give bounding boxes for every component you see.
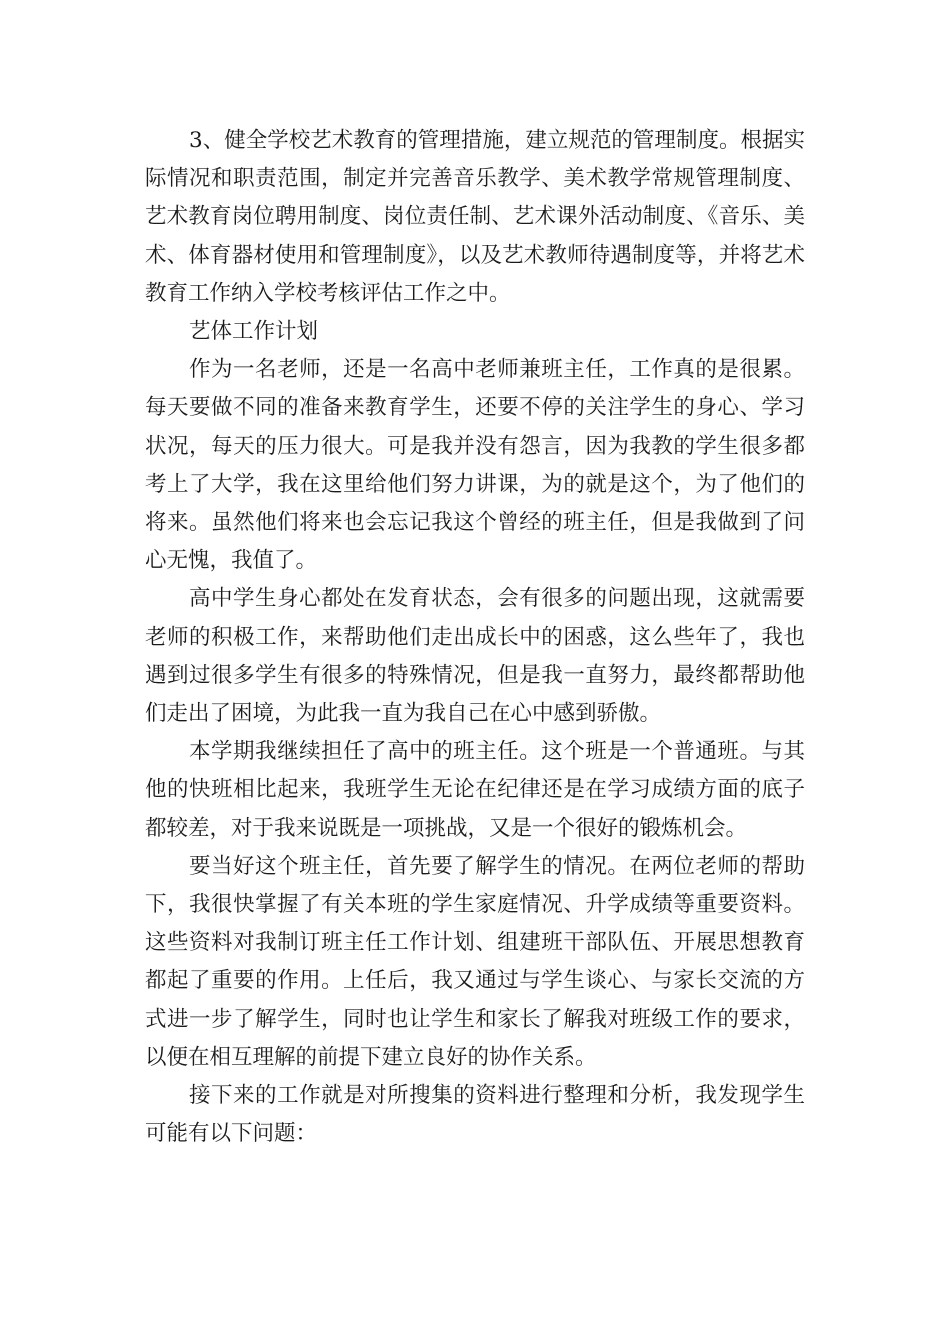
paragraph-teacher-intro: 作为一名老师，还是一名高中老师兼班主任，工作真的是很累。每天要做不同的准备来教育学生，还要不停的关注学生的身心、学习状况，每天的压力很大。可是我并没有怨言，因为我教的学生很多都考上了大学，我在这里给他们努力讲课，为的就是这个，为了他们的将来。虽然他们将来也会忘记我这个曾经的班主任，但是我做到了问心无愧，我值了。 — [145, 357, 805, 574]
paragraph-next-steps: 接下来的工作就是对所搜集的资料进行整理和分析，我发现学生可能有以下问题： — [145, 1083, 805, 1147]
document-page — [145, 122, 805, 1153]
paragraph-class-overview: 本学期我继续担任了高中的班主任。这个班是一个普通班。与其他的快班相比起来，我班学生无论在纪律还是在学习成绩方面的底子都较差，对于我来说既是一项挑战，又是一个很好的锻炼机会。 — [145, 739, 805, 841]
paragraph-understanding-students: 要当好这个班主任，首先要了解学生的情况。在两位老师的帮助下，我很快掌握了有关本班的学生家庭情况、升学成绩等重要资料。这些资料对我制订班主任工作计划、组建班干部队伍、开展思想教育都起了重要的作用。上任后，我又通过与学生谈心、与家长交流的方式进一步了解学生，同时也让学生和家长了解我对班级工作的要求，以便在相互理解的前提下建立良好的协作关系。 — [145, 853, 805, 1070]
paragraph-management-measures: 3、健全学校艺术教育的管理措施，建立规范的管理制度。根据实际情况和职责范围，制定并完善音乐教学、美术教学常规管理制度、艺术教育岗位聘用制度、岗位责任制、艺术课外活动制度、《音乐、美术、体育器材使用和管理制度》，以及艺术教师待遇制度等，并将艺术教育工作纳入学校考核评估工作之中。 — [145, 128, 805, 306]
section-heading: 艺体工作计划 — [189, 319, 319, 345]
paragraph-student-development: 高中学生身心都处在发育状态，会有很多的问题出现，这就需要老师的积极工作，来帮助他们走出成长中的困惑，这么些年了，我也遇到过很多学生有很多的特殊情况，但是我一直努力，最终都帮助他们走出了困境，为此我一直为我自己在心中感到骄傲。 — [145, 586, 805, 727]
